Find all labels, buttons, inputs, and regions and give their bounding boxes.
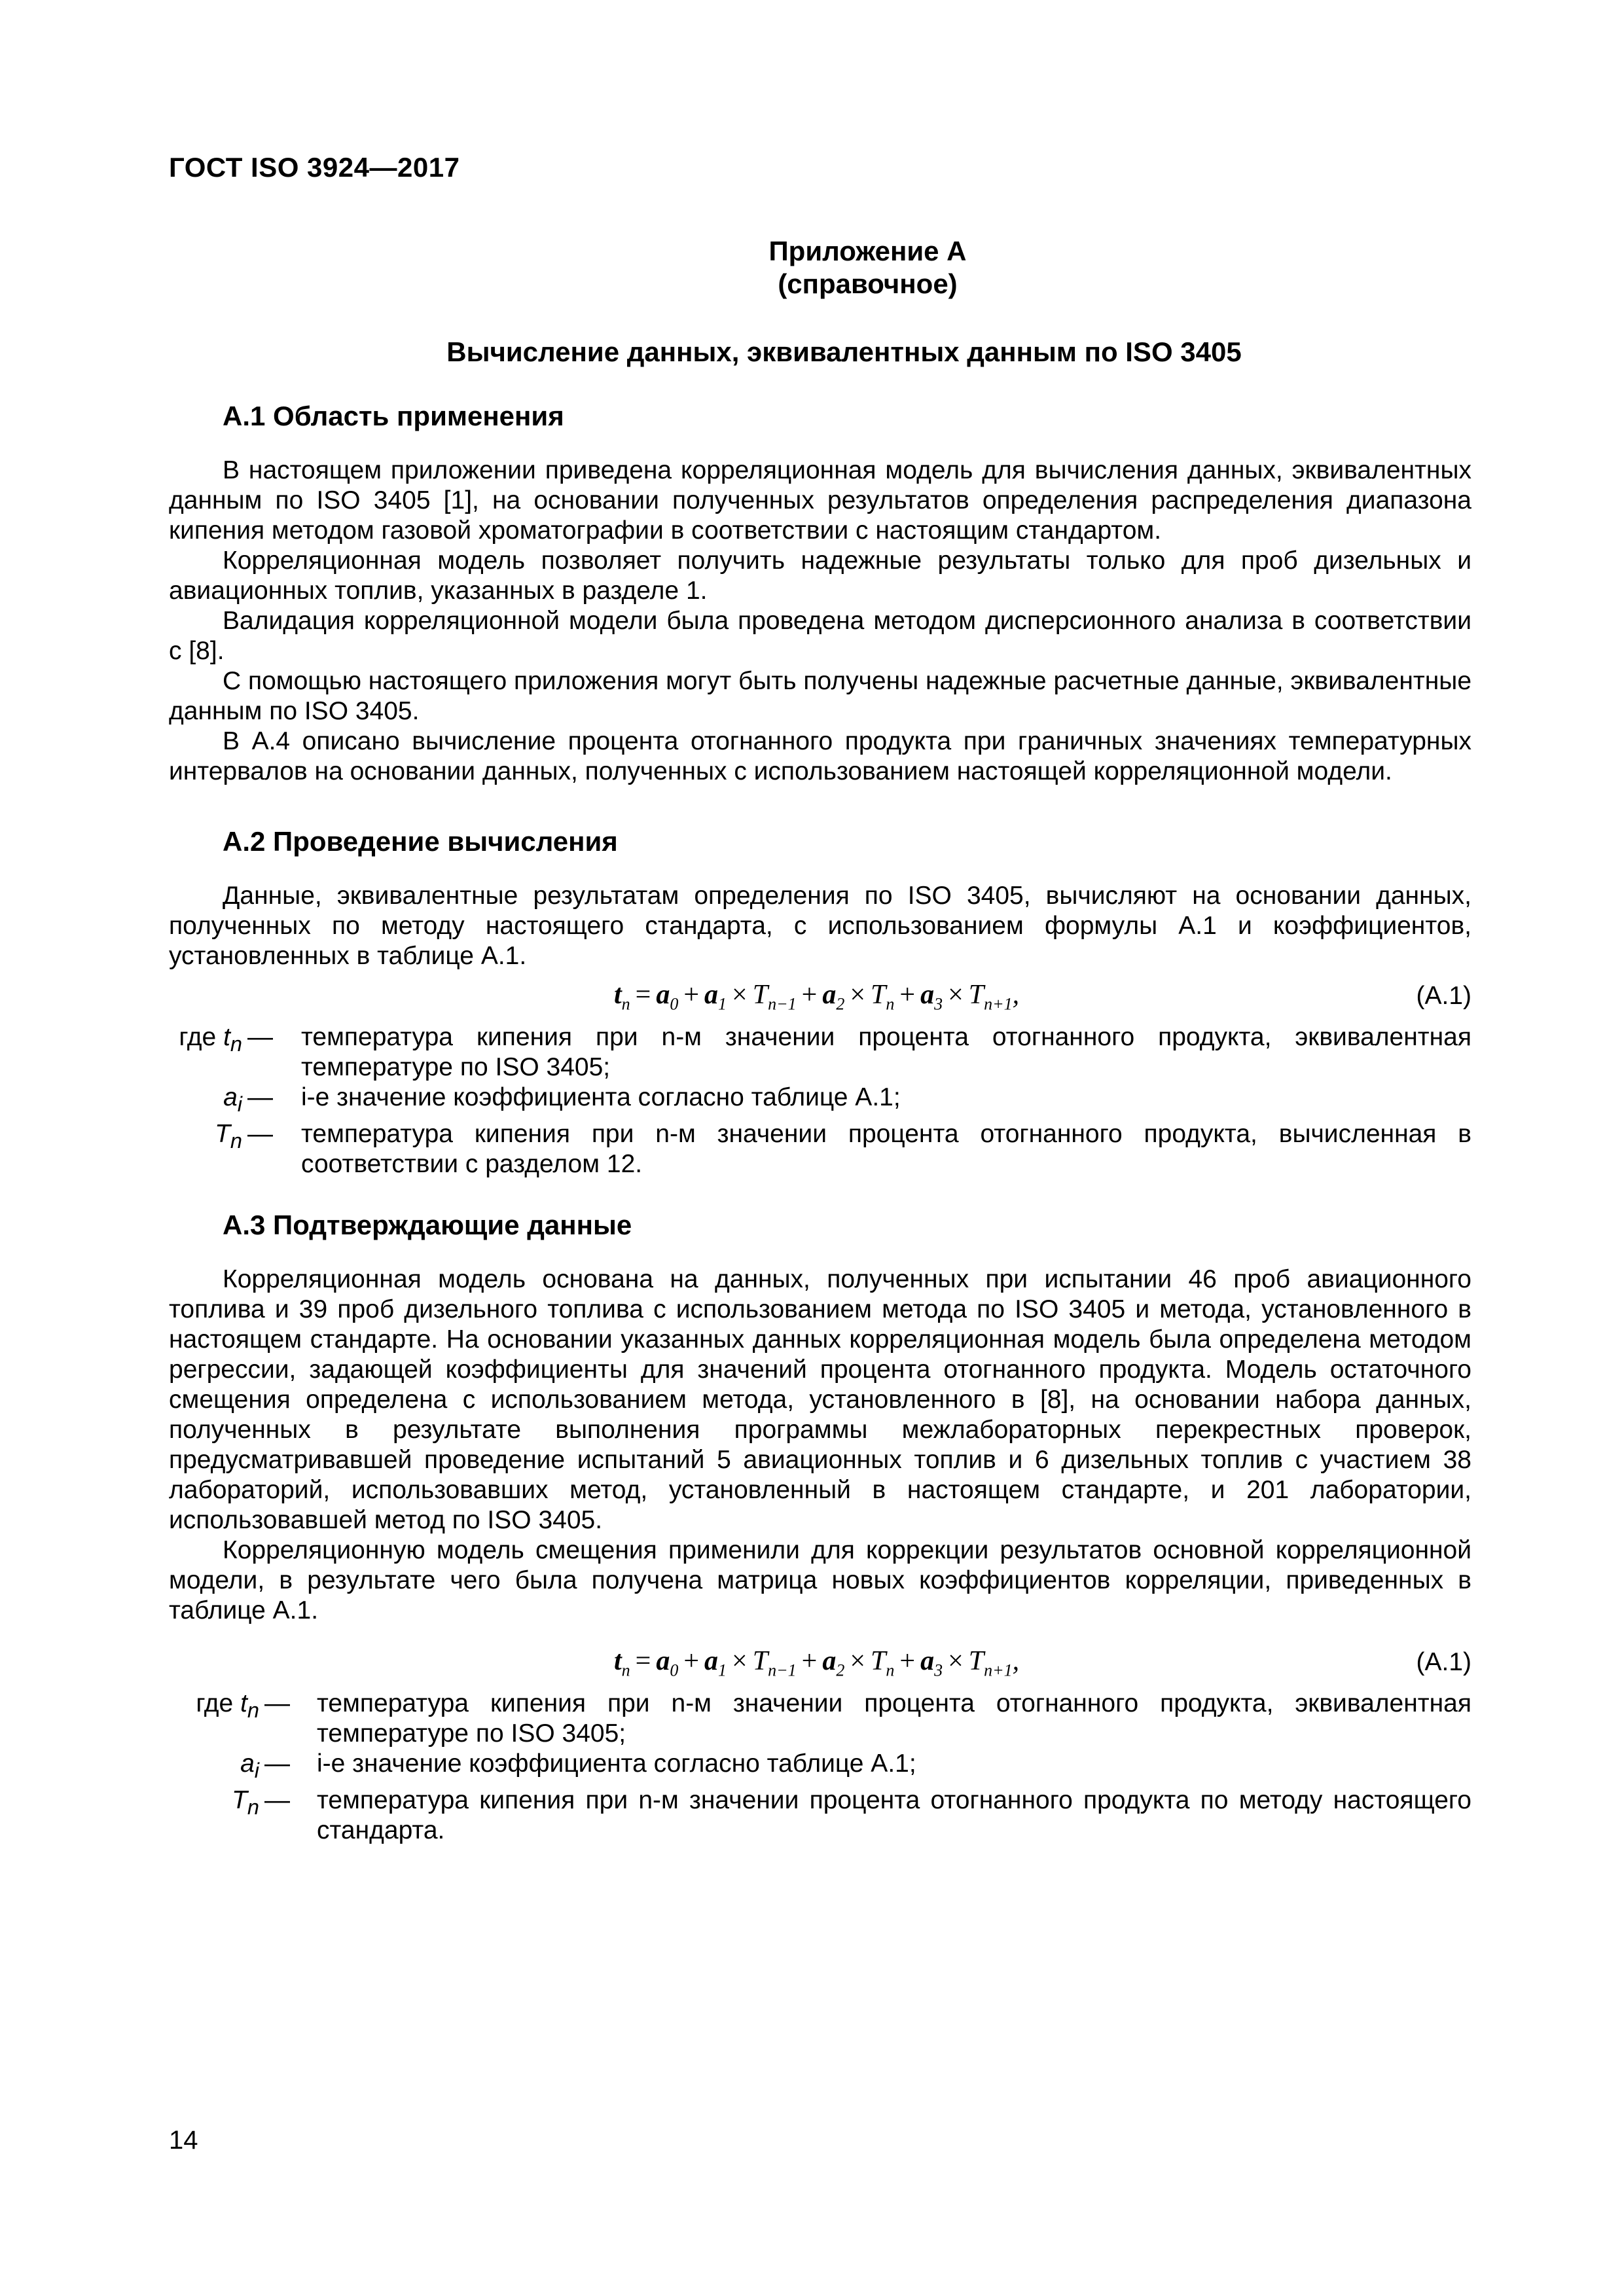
legend-row: $T_n$ — температура кипения при n-м значении процента отогнанного продукта по методу настоящего стандарта. (232, 1785, 1471, 1844)
paragraph: Корреляционная модель позволяет получить надежные результаты только для проб дизельных и авиационных топлив, указанных в разделе 1. (169, 547, 1471, 605)
section-a3-body (169, 1265, 1471, 1626)
formula-number: (А.1) (1416, 1648, 1471, 1676)
formula-a1 (169, 979, 1471, 1018)
formula-number: (А.1) (1416, 982, 1471, 1010)
section-a1-heading: А.1 Область применения (223, 401, 564, 431)
section-a2-heading: А.2 Проведение вычисления (223, 826, 618, 857)
paragraph: В А.4 описано вычисление процента отогнанного продукта при граничных значениях температурных интервалов на основании данных, полученных с использованием настоящей корреляционной модели. (169, 727, 1471, 785)
section-a3-heading: А.3 Подтверждающие данные (223, 1210, 632, 1240)
legend-row: $a_i$ — i-е значение коэффициента согласно таблице А.1; (240, 1749, 916, 1782)
appendix-type: (справочное) (778, 268, 958, 299)
formula-a1-repeat (169, 1645, 1471, 1685)
paragraph: Корреляционная модель основана на данных, полученных при испытании 46 проб авиационного топлива и 39 проб дизельного топлива с использованием метода по ISO 3405 и метода, установленного в настоящем стандарте. На основании указанных данных корреляционная модель была определена методом регрессии, задающей коэффициенты для значений процента отогнанного продукта. Модель остаточного смещения определена с использованием метода, установленного в [8], на основании набора данных, полученных в результате выполнения программы межлабораторных перекрестных проверок, предусматривавшей проведение испытаний 5 авиационных топлив и 6 дизельных топлив с участием 38 лабораторий, использовавших метод, установленный в настоящем стандарте, и 201 лаборатории, использовавшей метод по ISO 3405. (169, 1265, 1471, 1534)
legend-row: $T_n$ — температура кипения при n-м значении процента отогнанного продукта, вычисленная в соответствии с разделом 12. (215, 1119, 1471, 1178)
page-number: 14 (169, 2126, 198, 2155)
appendix-label: Приложение А (768, 236, 967, 266)
legend-row: где $t_n$ — температура кипения при n-м значении процента отогнанного продукта, эквивалентная температуре по ISO 3405; (179, 1023, 1471, 1081)
formula-expression: $t_n = a_0 + a_1 \times T_{n-1} + a_2 \times T_n + a_3 \times T_{n+1}$, (614, 980, 1020, 1014)
document-header: ГОСТ ISO 3924—2017 (169, 152, 460, 183)
paragraph: С помощью настоящего приложения могут быть получены надежные расчетные данные, эквивалентные данным по ISO 3405. (169, 667, 1472, 725)
section-a2-body (169, 881, 1471, 971)
legend-row: где $t_n$ — температура кипения при n-м значении процента отогнанного продукта, эквивалентная температуре по ISO 3405; (196, 1689, 1471, 1748)
legend-row: $a_i$ — i-е значение коэффициента согласно таблице А.1; (223, 1083, 901, 1116)
appendix-title: Вычисление данных, эквивалентных данным по ISO 3405 (446, 336, 1242, 367)
paragraph: Корреляционную модель смещения применили для коррекции результатов основной корреляционной модели, в результате чего была получена матрица новых коэффициентов корреляции, приведенных в таблице А.1. (169, 1536, 1471, 1624)
section-a1-body (169, 456, 1471, 787)
formula-legend (169, 1022, 1471, 1179)
paragraph: Валидация корреляционной модели была проведена методом дисперсионного анализа в соответствии с [8]. (169, 607, 1471, 665)
formula-expression: $t_n = a_0 + a_1 \times T_{n-1} + a_2 \times T_n + a_3 \times T_{n+1}$, (614, 1646, 1020, 1680)
formula-legend (169, 1689, 1471, 1846)
paragraph: Данные, эквивалентные результатам определения по ISO 3405, вычисляют на основании данных, полученных по методу настоящего стандарта, с использованием формулы А.1 и коэффициентов, установленных в таблице А.1. (169, 882, 1471, 970)
paragraph: В настоящем приложении приведена корреляционная модель для вычисления данных, эквивалентных данным по ISO 3405 [1], на основании полученных результатов определения распределения диапазона кипения методом газовой хроматографии в соответствии с настоящим стандартом. (169, 456, 1471, 545)
